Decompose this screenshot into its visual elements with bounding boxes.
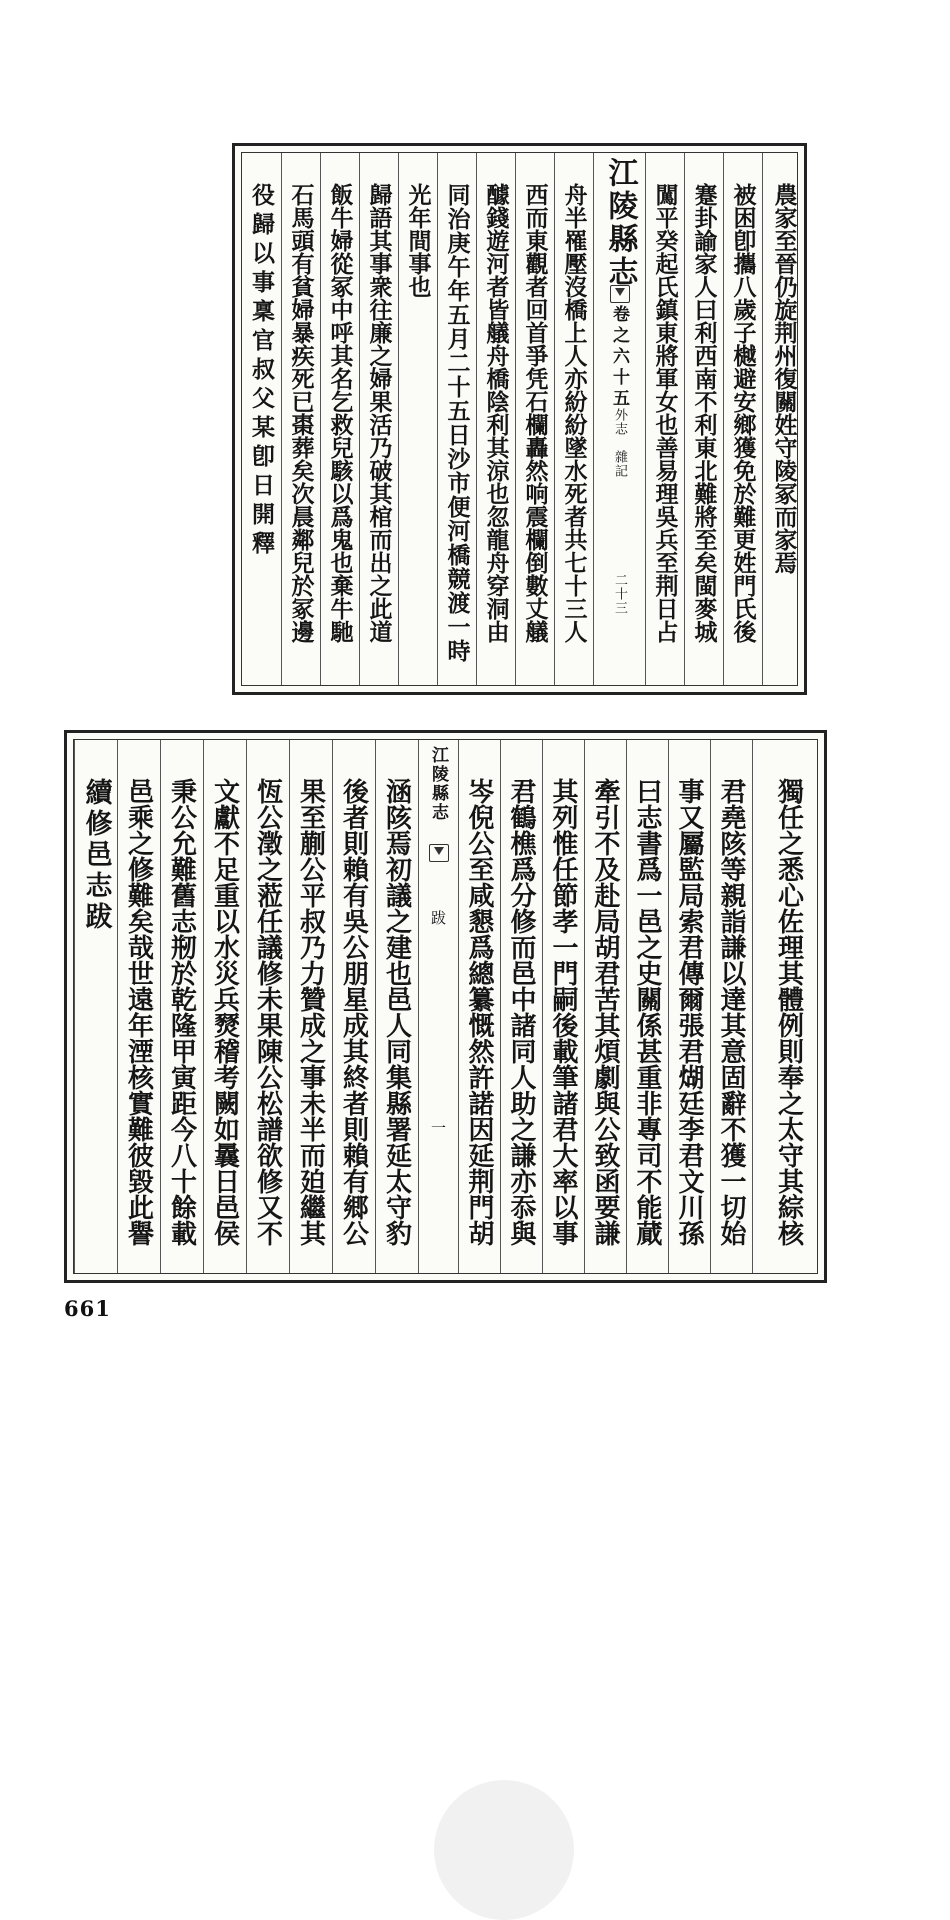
bottom-column-5: 恆公澂之蒞任議修未果陳公松譜欲修又不 [246,740,289,1273]
bottom-center-title: 江陵縣志 [428,746,448,822]
top-column-2: 石馬頭有貧婦暴疾死已棗葬矣次晨鄰兒於冢邊 [281,153,320,685]
bottom-column-1: 續修邑志跋 [74,740,117,1273]
top-column-14: 農家至晉仍旋荆州復關姓守陵冢而家焉 [762,153,805,685]
bottom-page [64,730,827,1283]
fish-tail-mark-icon [610,285,630,303]
bottom-column-11: 其列惟任節孝一門嗣後載筆諸君大率以事 [542,740,584,1273]
bottom-column-14: 事又屬監局索君傳爾張君煳廷李君文川孫 [668,740,710,1273]
bottom-center-column [418,740,458,1273]
bottom-page-frame [73,739,818,1274]
bottom-column-13: 曰志書爲一邑之史關係甚重非專司不能蕆 [626,740,668,1273]
bottom-column-2: 邑乘之修難矣哉世遠年湮核實難彼毀此譽 [117,740,160,1273]
top-column-12: 蹇卦諭家人曰利西南不利東北難將至矣閩麥城 [684,153,723,685]
bottom-column-6: 果至蒯公平叔乃力贊成之事未半而廹繼其 [289,740,332,1273]
bottom-center-section: 跋 [429,910,447,926]
top-center-title: 江陵縣志 [602,157,638,289]
bottom-column-16: 獨任之悉心佐理其體例則奉之太守其綜核 [752,740,825,1273]
top-center-volume: 卷之六十五 [609,305,629,410]
top-column-4: 歸語其事衆往廉之婦果活乃破其棺而出之此道 [359,153,398,685]
bottom-column-10: 君鶴樵爲分修而邑中諸同人助之謙亦忝與 [500,740,542,1273]
top-column-3: 飯牛婦從冢中呼其名乞救兒駭以爲鬼也棄牛馳 [320,153,359,685]
bottom-column-8: 涵陔焉初議之建也邑人同集縣署延太守豹 [375,740,418,1273]
bottom-column-4: 文獻不足重以水災兵燹稽考闕如曩日邑侯 [203,740,246,1273]
top-column-11: 闖平癸起氏鎮東將軍女也善易理吳兵至荆日占 [645,153,684,685]
bottom-center-folio: 一 [429,1120,447,1136]
bottom-column-15: 君堯陔等親詣謙以達其意固辭不獲一切始 [710,740,752,1273]
bottom-column-9: 岑倪公至咸懇爲總纂慨然許諾因延荆門胡 [458,740,500,1273]
top-column-7: 醵錢遊河者皆艤舟橋陰利其涼也忽龍舟穿洞由 [476,153,515,685]
top-center-folio: 二十三 [612,573,627,615]
top-column-5: 光年間事也 [398,153,437,685]
fish-tail-mark-icon [429,844,449,862]
bottom-column-7: 後者則賴有吳公朋星成其終者則賴有郷公 [332,740,375,1273]
page-number: 661 [64,1296,111,1321]
top-column-8: 西而東觀者回首爭凭石欄轟然响震欄倒數丈艤 [515,153,554,685]
top-column-9: 舟半罹壓沒橋上人亦紛紛墜水死者共七十三人 [554,153,593,685]
top-center-section: 外志 雜記 [612,408,627,478]
library-seal-watermark [434,1780,574,1920]
top-page-frame [241,152,798,686]
top-column-6: 同治庚午年五月二十五日沙市便河橋競渡一時 [437,153,476,685]
top-page [232,143,807,695]
top-column-1: 役歸以事稟官叔父某卽日開釋 [248,183,275,560]
top-center-column [593,153,645,685]
bottom-column-3: 秉公允難舊志剏於乾隆甲寅距今八十餘載 [160,740,203,1273]
top-column-13: 被困卽攜八歲子樾避安鄉獲免於難更姓門氏後 [723,153,762,685]
bottom-column-12: 牽引不及赴局胡君苦其煩劇與公致函要謙 [584,740,626,1273]
